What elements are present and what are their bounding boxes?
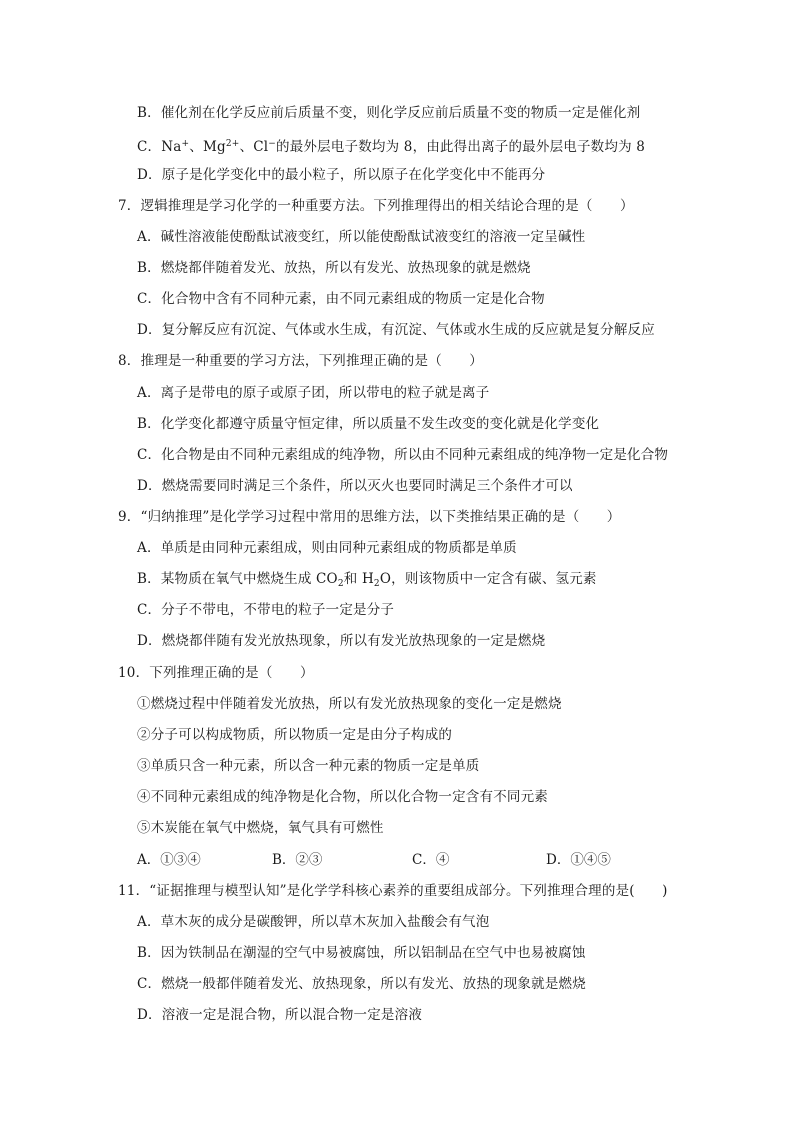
q7-stem: 7．逻辑推理是学习化学的一种重要方法。下列推理得出的相关结论合理的是（ ） [118, 198, 634, 214]
q8-stem: 8．推理是一种重要的学习方法，下列推理正确的是（ ） [118, 353, 483, 369]
q9-option-c: C．分子不带电，不带电的粒子一定是分子 [137, 602, 395, 618]
q8-option-a: A．离子是带电的原子或原子团，所以带电的粒子就是离子 [137, 385, 490, 401]
q10-choice-c: C．④ [412, 852, 450, 868]
q9-b-tail: O，则该物质中一定含有碳、氢元素 [379, 571, 597, 587]
q10-statement-3: ③单质只含一种元素，所以含一种元素的物质一定是单质 [137, 758, 480, 774]
q6-option-d: D．原子是化学变化中的最小粒子，所以原子在化学变化中不能再分 [137, 167, 546, 183]
q9-option-d: D．燃烧都伴随有发光放热现象，所以有发光放热现象的一定是燃烧 [137, 633, 546, 649]
q8-option-c: C．化合物是由不同种元素组成的纯净物，所以由不同种元素组成的纯净物一定是化合物 [137, 447, 669, 463]
q10-choice-a: A．①③④ [137, 852, 201, 868]
q10-choice-d: D．①④⑤ [546, 852, 611, 868]
q11-stem: 11．“证据推理与模型认知”是化学学科核心素养的重要组成部分。下列推理合理的是( ) [118, 883, 668, 899]
q6-c-mg: 、Mg [189, 139, 226, 155]
q9-stem: 9．“归纳推理”是化学学习过程中常用的思维方法，以下类推结果正确的是（ ） [118, 509, 621, 525]
q7-option-c: C．化合物中含有不同种元素，由不同元素组成的物质一定是化合物 [137, 291, 545, 307]
q7-option-a: A．碱性溶液能使酚酞试液变红，所以能使酚酞试液变红的溶液一定呈碱性 [137, 229, 586, 245]
q10-statement-1: ①燃烧过程中伴随着发光放热，所以有发光放热现象的变化一定是燃烧 [137, 696, 562, 712]
q9-option-b [137, 570, 597, 593]
q9-b-h2o-sub: 2 [373, 579, 380, 589]
q11-option-d: D．溶液一定是混合物，所以混合物一定是溶液 [137, 1007, 423, 1023]
q6-c-mg-charge: 2+ [225, 139, 240, 149]
q8-option-b: B．化学变化都遵守质量守恒定律，所以质量不发生改变的变化就是化学变化 [137, 416, 600, 432]
q9-b-co2-sub: 2 [337, 579, 344, 589]
q10-statement-4: ④不同种元素组成的纯净物是化合物，所以化合物一定含有不同元素 [137, 789, 548, 805]
q11-option-c: C．燃烧一般都伴随着发光、放热现象，所以有发光、放热的现象就是燃烧 [137, 976, 586, 992]
q8-option-d: D．燃烧需要同时满足三个条件，所以灭火也要同时满足三个条件才可以 [137, 478, 573, 494]
q6-c-tail: 的最外层电子数均为 8，由此得出离子的最外层电子数均为 8 [276, 139, 646, 155]
q11-option-a: A．草木灰的成分是碳酸钾，所以草木灰加入盐酸会有气泡 [137, 914, 490, 930]
q6-c-cl-charge: − [268, 139, 276, 149]
q9-option-a: A．单质是由同种元素组成，则由同种元素组成的物质都是单质 [137, 540, 517, 556]
q6-option-b: B．催化剂在化学反应前后质量不变，则化学反应前后质量不变的物质一定是催化剂 [137, 105, 641, 121]
q7-option-d: D．复分解反应有沉淀、气体或水生成，有沉淀、气体或水生成的反应就是复分解反应 [137, 322, 655, 338]
q6-c-na: C．Na [137, 139, 182, 155]
q11-option-b: B．因为铁制品在潮湿的空气中易被腐蚀，所以铝制品在空气中也易被腐蚀 [137, 945, 586, 961]
q9-b-mid: 和 H [343, 571, 374, 587]
q6-c-na-charge: + [181, 139, 190, 149]
q9-b-head: B．某物质在氧气中燃烧生成 CO [137, 571, 338, 587]
q7-option-b: B．燃烧都伴随着发光、放热，所以有发光、放热现象的就是燃烧 [137, 260, 531, 276]
q10-statement-2: ②分子可以构成物质，所以物质一定是由分子构成的 [137, 727, 453, 743]
q10-stem: 10．下列推理正确的是（ ） [118, 665, 314, 681]
q6-c-cl: 、Cl [239, 139, 269, 155]
q10-choice-b: B．②③ [272, 852, 323, 868]
q10-statement-5: ⑤木炭能在氧气中燃烧，氧气具有可燃性 [137, 820, 384, 836]
q6-option-c [137, 135, 645, 156]
